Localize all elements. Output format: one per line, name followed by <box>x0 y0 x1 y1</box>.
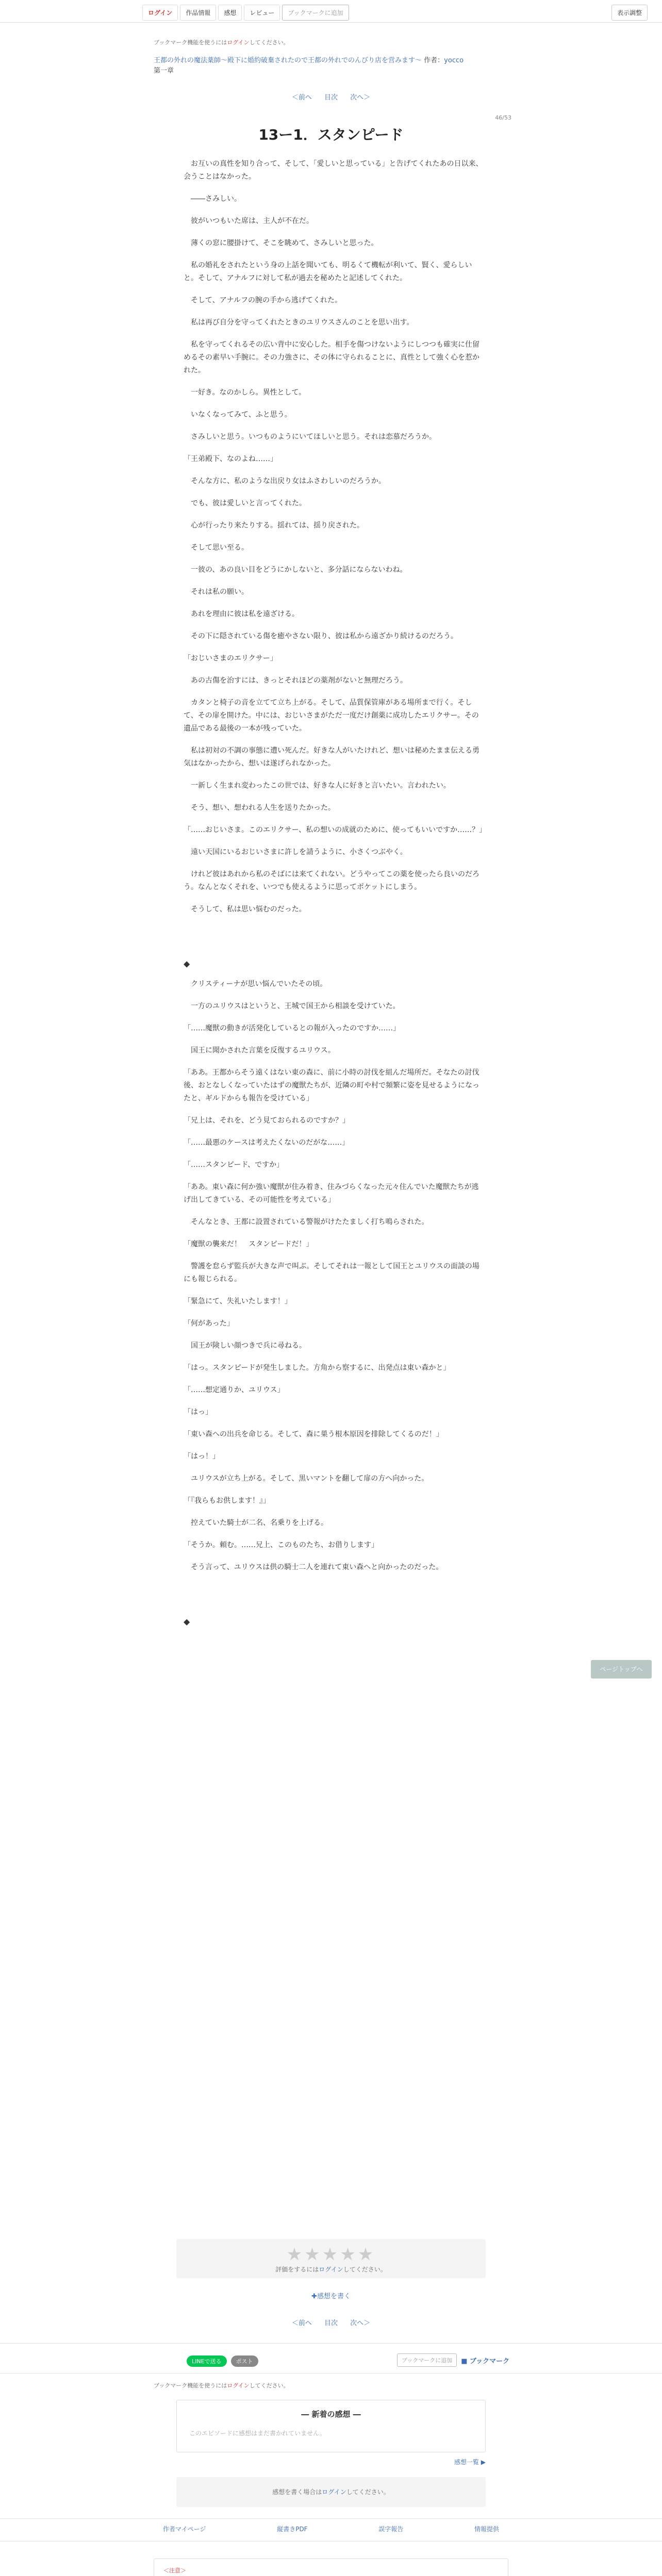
divider <box>0 2518 662 2519</box>
body-paragraph: 控えていた騎士が二名、名乗りを上げる。 <box>184 1519 328 1527</box>
tab-work-info[interactable]: 作品情報 <box>180 5 216 21</box>
body-paragraph: 「はっ」 <box>184 1408 212 1416</box>
page-number: 46/53 <box>495 114 511 121</box>
body-paragraph: 国王に聞かされた言葉を反復するユリウス。 <box>184 1046 335 1055</box>
body-paragraph: そして、アナルフの腕の手から逃げてくれた。 <box>184 296 342 304</box>
toc-link[interactable]: 目次 <box>324 94 338 101</box>
body-paragraph: 警護を怠らず監兵が大きな声で叫ぶ。そしてそれは一報として国王とユリウスの面談の場にも報じられる。 <box>184 1262 479 1283</box>
author-mypage-link[interactable]: 作者マイページ <box>163 2526 206 2533</box>
page-top-button[interactable]: ページトップへ <box>591 1660 652 1679</box>
body-paragraph: 「ああ。東い森に何か強い魔獣が住み着き、住みづらくなった元々住んでいた魔獣たちが逃げ出してきている、その可能性を考えている」 <box>184 1183 479 1204</box>
body-paragraph: ――さみしい。 <box>184 195 241 203</box>
body-paragraph: そんな方に、私のような出戻り女はふさわしいのだろうか。 <box>184 477 386 485</box>
body-paragraph: 「ああ。王都からそう遠くはない東の森に、前に小時の討伐を組んだ場所だ。そなたの討伐後、おとなしくなっていたはずの魔獣たちが、近隣の町や村で頻繁に姿を見せるようになったと、ギルドからも報告を受けている」 <box>184 1069 479 1103</box>
recent-reviews-box <box>176 2400 486 2452</box>
body-paragraph: あの古傷を治すには、きっとそれほどの薬剤がないと無理だろう。 <box>184 676 407 685</box>
body-paragraph: 私は初対の不調の事態に遭い死んだ。好きな人がいたけれど、想いは秘めたまま伝える勇気はなかったから、想いは遂げられなかった。 <box>184 747 479 768</box>
body-paragraph: ユリウスが立ち上がる。そして、黒いマントを翻して扉の方へ向かった。 <box>184 1475 429 1483</box>
blank-line <box>184 1583 486 1615</box>
bookmark-row <box>397 2353 509 2367</box>
body-paragraph: 一好き。なのかしら。異性として。 <box>184 388 306 397</box>
section-divider-diamond: ◆ <box>184 959 190 969</box>
x-post-button[interactable]: ポスト <box>231 2355 258 2367</box>
pager-bottom <box>0 2317 662 2327</box>
body-paragraph: 「そうか。頼む。……兄上、このものたち、お借りします」 <box>184 1541 378 1549</box>
body-paragraph: そう、想い、想われる人生を送りたかった。 <box>184 804 335 812</box>
body-paragraph: 「何があった」 <box>184 1319 234 1328</box>
chapter-name: 第一章 <box>154 67 174 75</box>
review-login-link[interactable]: ログイン <box>322 2488 346 2496</box>
no-reviews-text: このエピソードに感想はまだ書かれていません。 <box>189 2430 326 2437</box>
work-title-link[interactable]: 王都の外れの魔法薬師〜殿下に婚約破棄されたので王都の外れでのんびり店を営みます〜 <box>154 57 422 64</box>
body-paragraph: あれを理由に彼は私を遠ざける。 <box>184 610 299 618</box>
caution-box <box>154 2558 508 2576</box>
body-paragraph: 「……スタンピード、ですか」 <box>184 1161 284 1169</box>
blank-line <box>184 925 486 957</box>
author-label: 作者： <box>424 57 444 64</box>
body-paragraph: 一方のユリウスはというと、王城で国王から相談を受けていた。 <box>184 1002 400 1010</box>
body-paragraph: 「東い森への出兵を命じる。そして、森に巣う根本原因を排除してくるのだ！」 <box>184 1430 443 1438</box>
pager-top <box>0 92 662 101</box>
bookmark-notice-bottom: ブックマーク機能を使うにはログインしてください。 <box>154 2382 289 2389</box>
bookmark-notice: ブックマーク機能を使うにはログインしてください。 <box>154 39 289 46</box>
body-paragraph: そんなとき、王都に設置されている警報がけたたましく打ち鳴らされた。 <box>184 1218 429 1226</box>
divider <box>0 2343 662 2344</box>
body-paragraph: さみしいと思う。いつものようにいてほしいと思う。それは恋慕だろうか。 <box>184 433 436 441</box>
divider <box>0 2373 662 2374</box>
body-paragraph: カタンと椅子の音を立てて立ち上がる。そして、品質保管庫がある場所まで行く。そして、その扉を開けた。中には、おじいさまがただ一度だけ創薬に成功したエリクサー。その遺品である最後の一本が残っていた。 <box>184 699 479 733</box>
toc-link-bottom[interactable]: 目次 <box>324 2319 338 2327</box>
next-link[interactable]: 次へ＞ <box>350 94 371 101</box>
work-links-row <box>142 2524 520 2533</box>
novel-body <box>184 158 486 1636</box>
prev-link-bottom[interactable]: ＜前へ <box>291 2319 312 2327</box>
notice-login-link-bottom[interactable]: ログイン <box>227 2382 250 2389</box>
top-bar <box>0 0 662 23</box>
body-paragraph: それは私の願い。 <box>184 588 249 596</box>
body-paragraph: いなくなってみて、ふと思う。 <box>184 411 292 419</box>
body-paragraph: 私の婚礼をされたという身の上話を聞いても、明るくて機転が利いて、賢く、愛らしいと。そして、アナルフに対して私が過去を秘めたと記述してくれた。 <box>184 261 472 282</box>
body-paragraph: 国王が険しい顔つきで兵に尋ねる。 <box>184 1342 306 1350</box>
body-paragraph: 「……おじいさま。このエリクサー、私の想いの成就のために、使ってもいいですか……？」 <box>184 826 487 834</box>
tab-impressions[interactable]: 感想 <box>218 5 242 21</box>
body-paragraph: 彼がいつもいた席は、主人が不在だ。 <box>184 217 313 225</box>
add-bookmark-button[interactable]: ブックマークに追加 <box>397 2353 457 2367</box>
episode-title: 13ー1．スタンピード <box>258 126 404 143</box>
body-paragraph: 心が行ったり来たりする。揺れては、揺り戻された。 <box>184 521 364 530</box>
body-paragraph: 「兄上は、それを、どう見ておられるのですか？」 <box>184 1116 350 1125</box>
body-paragraph: 「……想定通りか、ユリウス」 <box>184 1386 285 1394</box>
rating-login-link[interactable]: ログイン <box>319 2266 343 2273</box>
author-link[interactable]: yocco <box>444 57 464 64</box>
bookmark-link[interactable]: ■ ブックマーク <box>461 2357 510 2365</box>
caution-title: ＜注意＞ <box>163 2567 186 2574</box>
body-paragraph: 「はっ。スタンピードが発生しました。方角から察するに、出発点は東い森かと」 <box>184 1364 451 1372</box>
body-paragraph: 一新しく生まれ変わったこの世では、好きな人に好きと言いたい。言われたい。 <box>184 782 451 790</box>
body-paragraph: 「……最悪のケースは考えたくないのだがな……」 <box>184 1139 350 1147</box>
body-paragraph: そう言って、ユリウスは供の騎士二人を連れて東い森へと向かったのだった。 <box>184 1563 443 1571</box>
body-paragraph: 私を守ってくれるその広い背中に安心した。相手を傷つけないようにしつつも確実に仕留めるその素早い手腕に。その力強さに、その体に守られることに、真性として強く心を惹かれた。 <box>184 341 479 375</box>
body-paragraph: 薄くの窓に腰掛けて、そこを眺めて、さみしいと思った。 <box>184 239 378 247</box>
body-paragraph: 一彼の、あの良い目をどうにかしないと、多分話にならないわね。 <box>184 566 407 574</box>
typo-report-link[interactable]: 誤字報告 <box>378 2526 404 2533</box>
tab-review[interactable]: レビュー <box>244 5 280 21</box>
vertical-pdf-link[interactable]: 縦書きPDF <box>277 2526 308 2533</box>
top-tabs <box>142 5 349 21</box>
body-paragraph: 私は再び自分を守ってくれたときのユリウスさんのことを思い出す。 <box>184 318 414 327</box>
body-paragraph: 「おじいさまのエリクサー」 <box>184 654 277 663</box>
body-paragraph: そして思い至る。 <box>184 544 249 552</box>
body-paragraph: 「魔獣の襲来だ！ スタンピードだ！」 <box>184 1240 313 1248</box>
rating-note: 評価をするにはログインしてください。 <box>275 2266 387 2273</box>
body-paragraph: けれど彼はあれから私のそばには来てくれない。どうやってこの薬を使ったら良いのだろう。なんとなくそれを、いつでも使えるように思ってポケットにしまう。 <box>184 870 479 891</box>
section-divider-diamond: ◆ <box>184 1617 190 1626</box>
review-login-box: 感想を書く場合はログインしてください。 <box>176 2477 486 2507</box>
rating-stars[interactable]: ★★★★★ <box>286 2244 376 2265</box>
body-paragraph: その下に隠されている傷を癒やさない限り、彼は私から遠ざかり続けるのだろう。 <box>184 632 458 640</box>
info-provide-link[interactable]: 情報提供 <box>474 2526 499 2533</box>
body-paragraph: でも、彼は愛しいと言ってくれた。 <box>184 499 306 507</box>
tab-add-bookmark[interactable]: ブックマークに追加 <box>282 5 349 21</box>
tab-login[interactable]: ログイン <box>142 5 178 21</box>
body-paragraph: そうして、私は思い悩むのだった。 <box>184 905 306 913</box>
bookmark-icon: ■ <box>461 2357 470 2365</box>
body-paragraph: 「王弟殿下、なのよね……」 <box>184 455 277 463</box>
rating-box <box>176 2239 486 2278</box>
body-paragraph: 遠い天国にいるおじいさまに許しを請うように、小さくつぶやく。 <box>184 848 407 856</box>
body-paragraph: 「『我らもお供します！』」 <box>184 1497 270 1505</box>
line-share-button[interactable]: LINEで送る <box>187 2355 227 2367</box>
write-review-link[interactable]: ✚感想を書く <box>311 2293 351 2300</box>
body-paragraph: 「緊急にて、失礼いたします！」 <box>184 1297 292 1306</box>
next-link-bottom[interactable]: 次へ＞ <box>350 2319 371 2327</box>
recent-reviews-title: ― 新着の感想 ― <box>301 2410 361 2419</box>
body-paragraph: 「はっ！」 <box>184 1452 220 1461</box>
review-list-link[interactable]: 感想一覧 ▶ <box>454 2459 486 2466</box>
notice-login-link[interactable]: ログイン <box>227 39 250 46</box>
body-paragraph: 「……魔獣の動きが活発化しているとの報が入ったのですか……」 <box>184 1024 400 1032</box>
work-title-line <box>154 55 464 64</box>
prev-link[interactable]: ＜前へ <box>291 94 312 101</box>
share-row <box>187 2355 258 2367</box>
body-paragraph: お互いの真性を知り合って、そして、「愛しいと思っている」と告げてくれたあの日以来、会うことはなかった。 <box>184 160 483 181</box>
display-settings-button[interactable]: 表示調整 <box>611 5 648 21</box>
body-paragraph: クリスティーナが思い悩んでいたその頃。 <box>184 980 327 988</box>
